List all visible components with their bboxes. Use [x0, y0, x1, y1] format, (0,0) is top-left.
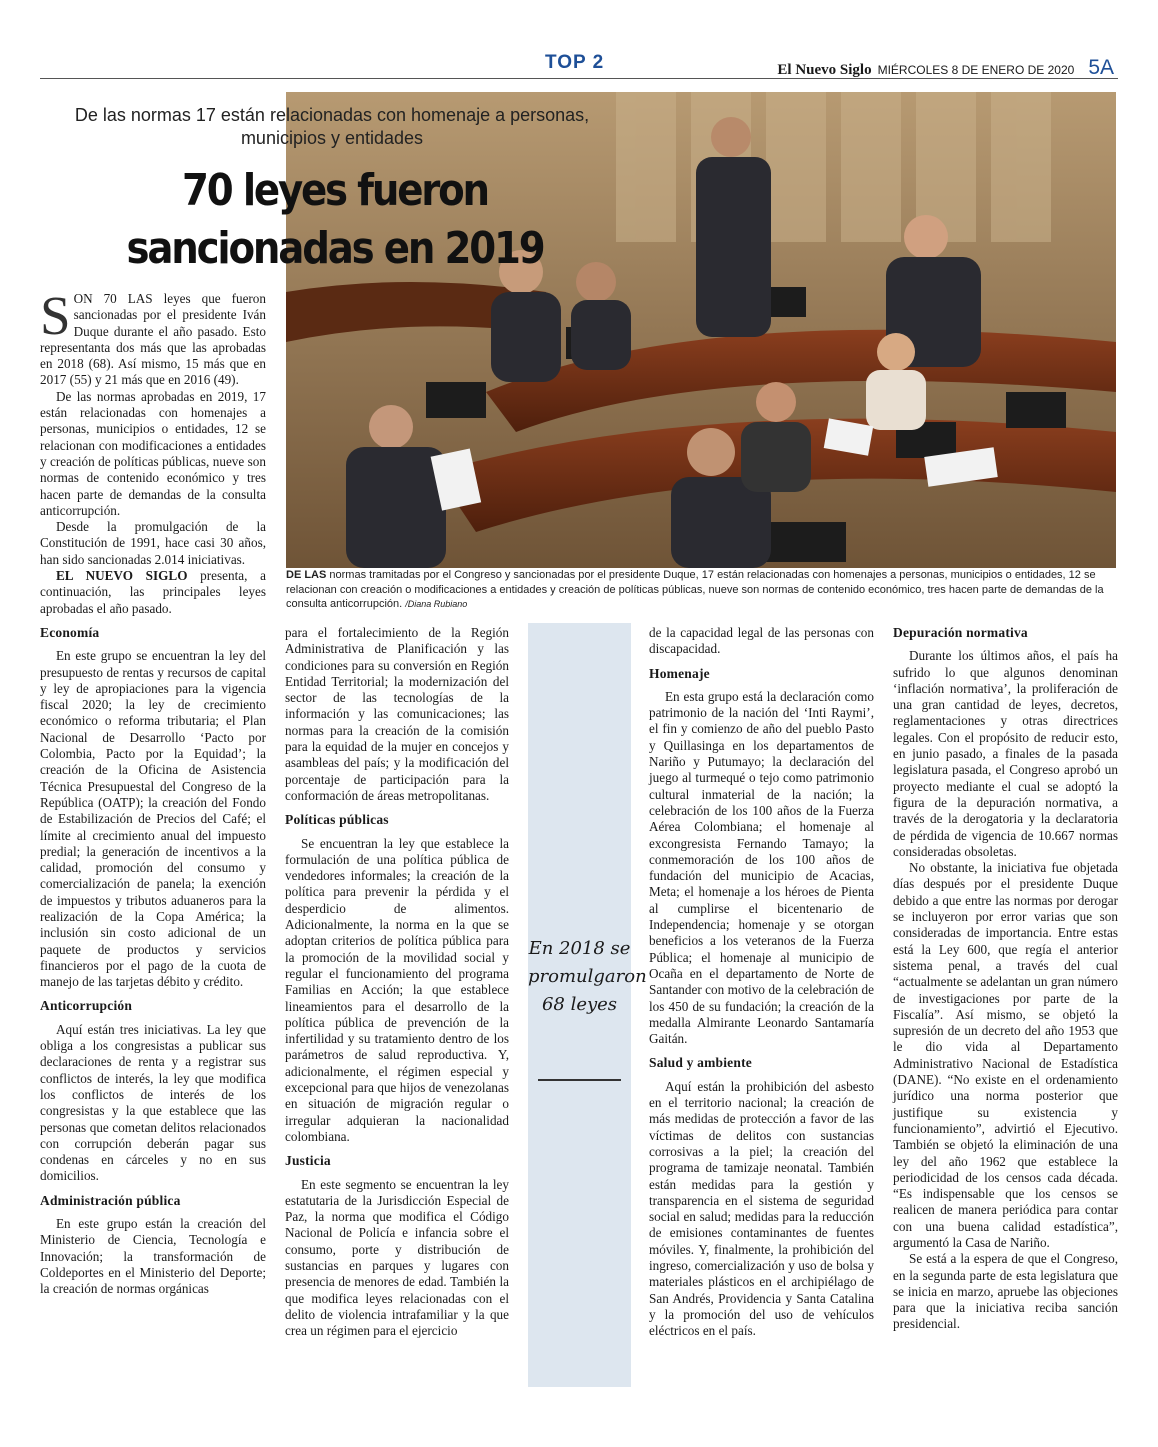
- page-number: 5A: [1088, 56, 1114, 79]
- paragraph: de la capacidad legal de las personas con discapacidad.: [649, 625, 874, 657]
- subhead-justicia: Justicia: [285, 1153, 331, 1169]
- subhead-salud: Salud y ambiente: [649, 1055, 752, 1071]
- paragraph: En este segmento se encuentran la ley estatutaria de la Jurisdicción Especial de Paz, la norma que modifica el Código Nacional de Policía e infancia sobre el consumo, porte y distribución de sustancias en parques y lugares con presencia de menores de edad. También la que modifica leyes relacionadas con el delito de violencia intrafamiliar y la que crea un régimen para el ejercicio: [285, 1176, 509, 1339]
- article-kicker: De las normas 17 están relacionadas con homenaje a personas, municipios y entidades: [74, 105, 590, 148]
- lead-text: ON 70 LAS leyes que fueron sancionadas por el presidente Iván Duque durante el año pasado. Esto representanta dos más que las aprobadas en 2018 (68). Así mismo, 15 más que en 2017 (55) y 21 más que en 2016 (49).: [40, 291, 266, 388]
- column-1: [40, 285, 266, 1298]
- paragraph: No obstante, la iniciativa fue objetada días después por el presidente Duque debido a que entre las normas por derogar se incluyeron por error varias que son consideradas de importancia. Entre estas está la Ley 600, que regía el anterior sistema penal, a través del cual “actualmente se adelantan un gran número de investigaciones por parte de la Fiscalía”. Así mismo, se objetó la supresión de un decreto del año 1953 que le dio vida al Departamento Administrativo Nacional de Estadística (DANE). “No existe en el ordenamiento jurídico una norma posterior que justifique su existencia y funcionamiento”, advirtió el Ejecutivo. También se objetó la eliminación de una ley del año 1962 que establece la periodicidad de los censos cada década. “Es indispensable que los censos se realicen de manera periódica para contar con una buena calidad estadística”, argumentó la Casa de Nariño.: [893, 860, 1118, 1250]
- edition-date: MIÉRCOLES 8 DE ENERO DE 2020: [877, 63, 1075, 77]
- section-label: TOP 2: [545, 52, 605, 73]
- newspaper-name-inline: EL NUEVO SIGLO: [56, 568, 188, 584]
- subhead-politicas: Políticas públicas: [285, 812, 389, 828]
- paragraph: De las normas aprobadas en 2019, 17 están relacionadas con homenajes a personas, municipios o entidades, 12 se relacionan con modificaciones a entidades y creación de políticas públicas, nueve son normas de contenido económico y tres hacen parte de demandas de la consulta anticorrupción.: [40, 388, 266, 518]
- caption-lead: DE LAS: [286, 569, 327, 581]
- column-5: [893, 625, 1118, 1333]
- paragraph: Aquí están tres iniciativas. La ley que obliga a los congresistas a publicar sus declaraciones de renta y a registrar sus conflictos de interés, la ley que modifica los conflictos de interés de los congresistas y la que establece que las personas que cometan delitos relacionados con corrupción deberán pagar sus condenas en cárceles y no en sus domicilios.: [40, 1021, 266, 1184]
- lead-paragraph: [40, 285, 266, 389]
- paragraph: Se está a la espera de que el Congreso, en la segunda parte de esta legislatura que se inicia en marzo, apruebe las objeciones para que la iniciativa reciba sanción presidencial.: [893, 1251, 1118, 1332]
- paragraph: En este grupo se encuentran la ley del presupuesto de rentas y recursos de capital y ley de apropiaciones para la vigencia fiscal 2020; la ley de crecimiento económico o reforma tributaria; el Plan Nacional de Desarrollo ‘Pacto por Colombia, Pacto por la Equidad’; la creación de la Oficina de Asistencia Técnica Presupuestal del Congreso de la República (OATP); la creación del Fondo de Estabilización de Precios del Café; el límite al crecimiento anual del impuesto predial; la generación de incentivos a la calidad, promoción del consumo y comercialización de panela; la exención de impuestos y tributos aduaneros para la realización de la Copa América; la inclusión sin costo adicional de un paquete de productos y servicios financieros por el pago de la cuota de manejo de las tarjetas débito y crédito.: [40, 648, 266, 990]
- paragraph: [40, 568, 266, 617]
- paragraph: Durante los últimos años, el país ha sufrido lo que algunos denominan ‘inflación normativa’, la proliferación de una gran cantidad de leyes, decretos, reglamentaciones y otras directrices legales. Con el propósito de reducir esto, en junio pasado, a finales de la pasada legislatura pasada, el Congreso aprobó un proyecto mediante el cual se adoptó la figura de la depuración normativa, a través de la derogatoria y la declaratoria de pérdida de vigencia de 10.667 normas consideradas obsoletas.: [893, 648, 1118, 859]
- article-headline: 70 leyes fueron sancionadas en 2019: [126, 165, 544, 274]
- newspaper-name: El Nuevo Siglo: [777, 62, 872, 78]
- subhead-depuracion: Depuración normativa: [893, 625, 1028, 640]
- photo-credit: /Diana Rubiano: [405, 599, 468, 609]
- paragraph: En esta grupo está la declaración como patrimonio de la nación del ‘Inti Raymi’, el fin y comienzo de año del pueblo Pasto y Quillasinga en los departamentos de Nariño y Putumayo; la declaración del juego al turmequé o tejo como patrimonio cultural inmaterial de la nación; la celebración de los 100 años de la Fuerza Aérea Colombiana; el homenaje al excongresista Fernando Tamayo; la conmemoración de los 100 años de fundación del municipio de Acacias, Meta; el homenaje a los héroes de Pienta al cumplirse el bicentenario de Independencia; homenaje y se otorgan beneficios a los veteranos de la Fuerza Pública; el homenaje al municipio de Ocaña en el departamento de Norte de Santander con motivo de la celebración de los 450 de su fundación; la creación de la medalla Almirante Leonardo Santamaría Gaitán.: [649, 688, 874, 1047]
- paragraph: para el fortalecimiento de la Región Administrativa de Planificación y las condiciones para su conversión en Región Entidad Territorial; la modernización del sector de las tecnologías de la información y las comunicaciones; las normas para la creación de la comisión para la equidad de la mujer en concejos y asambleas del país; y la modificación del porcentaje de participación para la conformación de áreas metropolitanas.: [285, 625, 509, 803]
- subhead-economia: Economía: [40, 624, 100, 640]
- pull-quote-box: [528, 623, 647, 1387]
- drop-cap: S: [40, 285, 71, 346]
- subhead-homenaje: Homenaje: [649, 665, 710, 681]
- column-2: [285, 625, 509, 1339]
- pull-quote-rule: [538, 1079, 621, 1081]
- paragraph-text: presenta, a continuación, las principales leyes aprobadas el año pasado.: [40, 568, 266, 616]
- subhead-administracion: Administración pública: [40, 1192, 181, 1208]
- paragraph: Aquí están la prohibición del asbesto en el territorio nacional; la creación de más medidas de protección a favor de las víctimas de delitos con sustancias corrosivas a la piel; la creación del programa de tamizaje neonatal. También están medidas para la gestión y transparencia en el sistema de seguridad social en salud; medidas para la reducción de emisiones contaminantes de fuentes móviles. Y, finalmente, la prohibición del ingreso, comercialización y uso de bolsa y materiales plásticos en el archipiélago de San Andrés, Providencia y Santa Catalina y la promoción del uso de vehículos eléctricos en el país.: [649, 1078, 874, 1339]
- pull-quote: En 2018 se promulgaron 68 leyes: [528, 938, 647, 1015]
- masthead: [777, 56, 1114, 80]
- column-4: [649, 625, 874, 1339]
- photo-caption: [286, 568, 1110, 612]
- header-rule: [40, 78, 1118, 79]
- paragraph: En este grupo están la creación del Ministerio de Ciencia, Tecnología e Innovación; la transformación de Coldeportes en el Ministerio del Deporte; la creación de normas orgánicas: [40, 1216, 266, 1297]
- subhead-anticorrupcion: Anticorrupción: [40, 998, 133, 1014]
- paragraph: Se encuentran la ley que establece la formulación de una política pública de vendedores informales; la creación de la política para prevenir la pérdida y el desperdicio de alimentos. Adicionalmente, la norma en la que se adoptan criterios de política pública para la promoción de la movilidad social y regular el funcionamiento del programa Familias en Acción; la que establece lineamientos para el desarrollo de la política pública de prevención de la infertilidad y su tratamiento dentro de los parámetros de salud reproductiva. Y, adicionalmente, el régimen especial y excepcional para que hijos de venezolanas en situación de migración regular o irregular adquieran la nacionalidad colombiana.: [285, 835, 509, 1144]
- caption-text: normas tramitadas por el Congreso y sancionadas por el presidente Duque, 17 están relacionadas con homenajes a personas, municipios o entidades, 12 se relacionan con creación o modificaciones a entidades y creación de políticas públicas, nueve son normas de contenido económico, tres hacen parte de demandas de la consulta anticorrupción.: [286, 569, 1104, 610]
- paragraph: Desde la promulgación de la Constitución de 1991, hace casi 30 años, han sido sancionadas 2.014 iniciativas.: [40, 519, 266, 567]
